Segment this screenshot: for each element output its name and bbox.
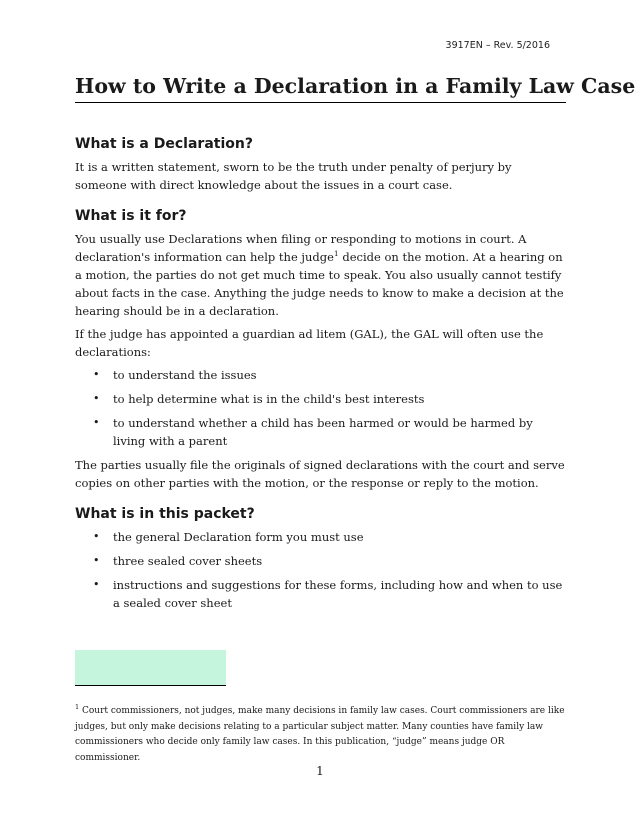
- list-item-text: to understand the issues: [113, 368, 257, 382]
- footnote-reference[interactable]: 1: [333, 249, 339, 259]
- highlight-box: [75, 650, 226, 685]
- paragraph-text: You usually use Declarations when filing or responding to motions in court. A declaration's information can help the judge: [75, 232, 527, 264]
- page-number: 1: [316, 764, 324, 778]
- list-item: [75, 414, 566, 450]
- section-heading: What is it for?: [75, 208, 187, 224]
- page-title: How to Write a Declaration in a Family Law Case: [75, 74, 566, 103]
- list-item-text: to understand whether a child has been harmed or would be harmed by living with a parent: [113, 416, 533, 448]
- footnote-marker: 1: [75, 703, 80, 711]
- list-item-text: instructions and suggestions for these forms, including how and when to use a sealed cover sheet: [113, 578, 563, 610]
- paragraph: [75, 230, 566, 320]
- list-item: [75, 366, 566, 384]
- bullet-icon: •: [93, 554, 100, 567]
- list-item: [75, 528, 566, 546]
- paragraph: If the judge has appointed a guardian ad litem (GAL), the GAL will often use the declarations:: [75, 327, 544, 359]
- bullet-icon: •: [93, 530, 100, 543]
- section-what-is: [75, 134, 566, 194]
- list-item-text: the general Declaration form you must use: [113, 530, 364, 544]
- section-what-for: [75, 206, 566, 492]
- paragraph: The parties usually file the originals of signed declarations with the court and serve copies on other parties with the motion, or the response or reply to the motion.: [75, 458, 565, 490]
- section-heading: What is a Declaration?: [75, 136, 253, 152]
- paragraph-text: decide on the motion. At a hearing on a motion, the parties do not get much time to speak. You also usually cannot testify about facts in the case. Anything the judge needs to know to make a decision at the hearing should be in a declaration.: [75, 250, 564, 318]
- bullet-icon: •: [93, 392, 100, 405]
- form-id: 3917EN – Rev. 5/2016: [445, 40, 550, 51]
- list-item-text: to help determine what is in the child's best interests: [113, 392, 425, 406]
- section-packet: [75, 504, 566, 612]
- bullet-list: [75, 528, 566, 612]
- list-item: [75, 552, 566, 570]
- section-heading: What is in this packet?: [75, 506, 255, 522]
- bullet-list: [75, 366, 566, 450]
- bullet-icon: •: [93, 368, 100, 381]
- footnote-separator: [75, 685, 226, 686]
- bullet-icon: •: [93, 578, 100, 591]
- list-item-text: three sealed cover sheets: [113, 554, 263, 568]
- document-body: [75, 134, 566, 624]
- paragraph: It is a written statement, sworn to be the truth under penalty of perjury by someone with direct knowledge about the issues in a court case.: [75, 160, 512, 192]
- list-item: [75, 576, 566, 612]
- list-item: [75, 390, 566, 408]
- bullet-icon: •: [93, 416, 100, 429]
- footnote-text: Court commissioners, not judges, make many decisions in family law cases. Court commissioners are like judges, but only make decisions relating to a particular subject matter. Many counties have family law commissioners who decide only family law cases. In this publication, “judge” means judge OR commissioner.: [75, 706, 565, 763]
- footnote: [75, 704, 566, 766]
